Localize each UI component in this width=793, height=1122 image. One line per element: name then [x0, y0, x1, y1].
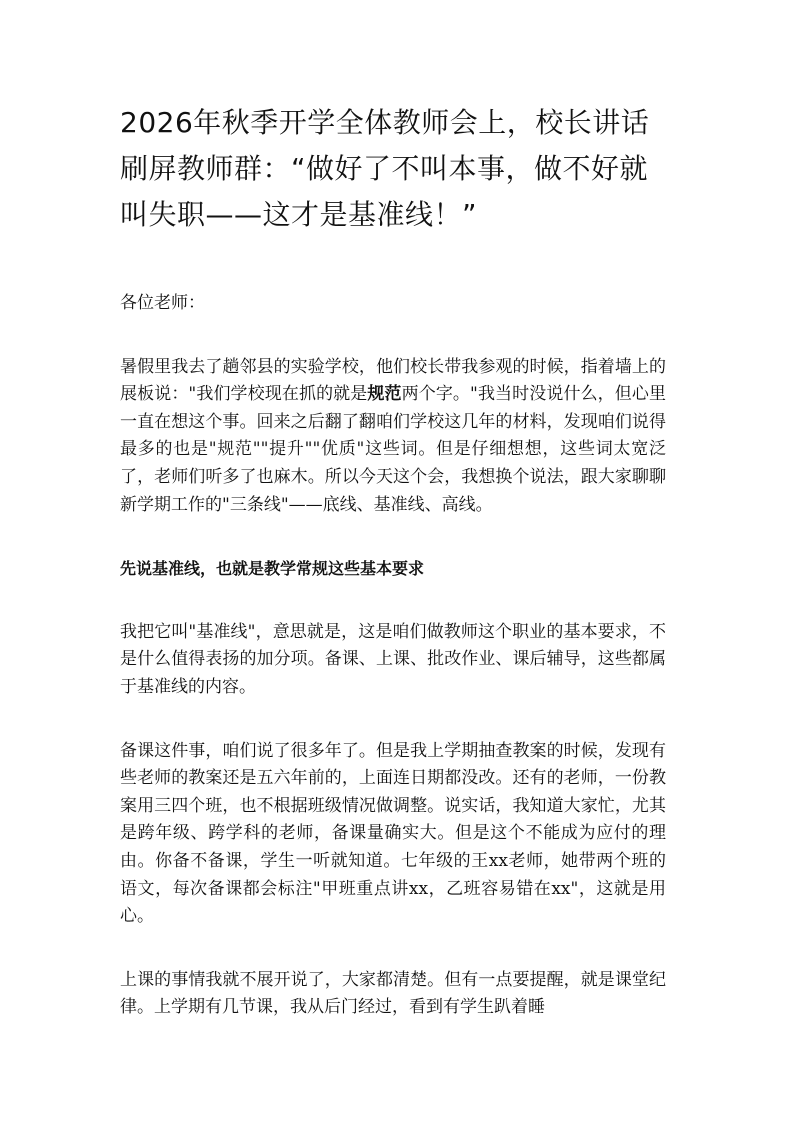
paragraph-2: 我把它叫"基准线"，意思就是，这是咱们做教师这个职业的基本要求，不是什么值得表扬的加分项。备课、上课、批改作业、课后辅导，这些都属于基准线的内容。: [120, 621, 666, 697]
paragraph-4: 上课的事情我就不展开说了，大家都清楚。但有一点要提醒，就是课堂纪律。上学期有几节课，我从后门经过，看到有学生趴着睡: [120, 969, 666, 1018]
paragraph-3: 备课这件事，咱们说了很多年了。但是我上学期抽查教案的时候，发现有些老师的教案还是五六年前的，上面连日期都没改。还有的老师，一份教案用三四个班，也不根据班级情况做调整。说实话，我知道大家忙，尤其是跨年级、跨学科的老师，备课量确实大。但是这个不能成为应付的理由。你备不备课，学生一听就知道。七年级的王xx老师，她带两个班的语文，每次备课都会标注"甲班重点讲xx，乙班容易错在xx"，这就是用心。: [120, 740, 666, 927]
paragraph-1-text-end: 两个字。"我当时没说什么，但心里一直在想这个事。回来之后翻了翻咱们学校这几年的材料，发现咱们说得最多的也是"规范""提升""优质"这些词。但是仔细想想，这些词太宽泛了，老师们听多了也麻木。所以今天这个会，我想换个说法，跟大家聊聊新学期工作的"三条线"——底线、基准线、高线。: [120, 384, 666, 515]
paragraph-1: [120, 354, 666, 520]
document-title: 2026年秋季开学全体教师会上，校长讲话刷屏教师群：“做好了不叫本事，做不好就叫失职——这才是基准线！”: [120, 106, 650, 231]
emphasis-text: 规范: [367, 384, 402, 405]
section-heading: 先说基准线，也就是教学常规这些基本要求: [120, 559, 425, 579]
salutation: 各位老师：: [120, 293, 205, 313]
document-body: [120, 100, 666, 1022]
paragraph-1-text-start: 暑假里我去了趟邻县的实验学校，他们校长带我参观的时候，指着墙上的展板说："我们学校现在抓的就是: [120, 356, 666, 405]
